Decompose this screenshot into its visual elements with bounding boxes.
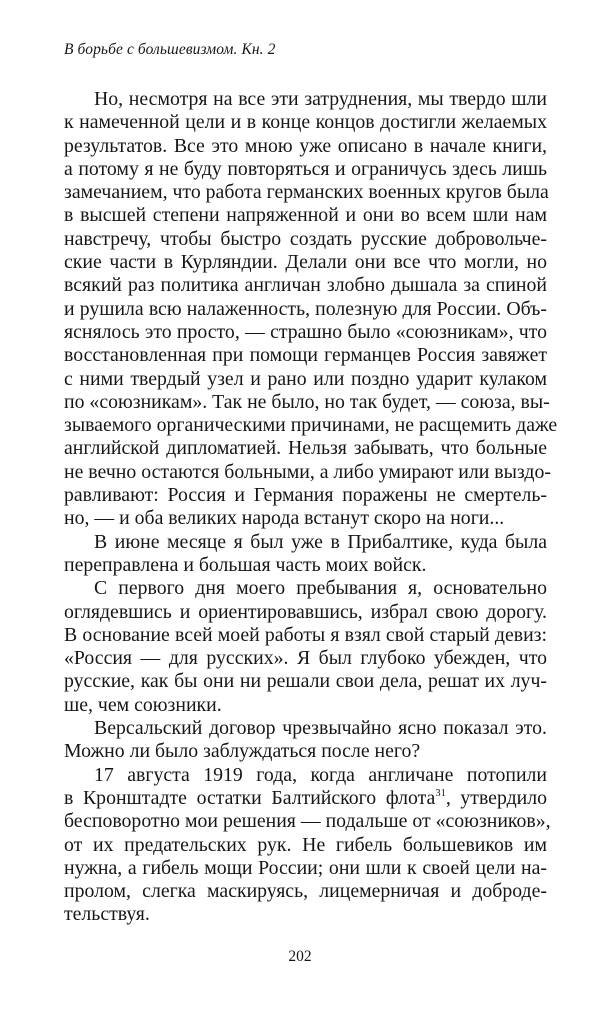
body-text [64, 88, 558, 927]
text-line: и рушила всю налаженность, полезную для России. Объ- [64, 297, 547, 320]
text-line: зываемого органическими причинами, не расщемить даже [64, 414, 558, 437]
text-line-with-footnote [64, 787, 547, 810]
text-line: оглядевшись и ориентировавшись, избрал свою дорогу. [64, 600, 547, 623]
text-line: С первого дня моего пребывания я, основательно [94, 577, 547, 600]
text-line: «Россия — для русских». Я был глубоко убежден, что [64, 647, 547, 670]
page-number: 202 [288, 948, 312, 965]
paragraph [64, 763, 551, 927]
text-line: с ними твердый узел и рано или поздно ударит кулаком [64, 367, 547, 390]
text-line: переправлена и большая часть моих войск. [64, 553, 427, 576]
paragraph [64, 531, 547, 578]
text-line: результатов. Все это мною уже описано в начале книги, [64, 134, 547, 157]
text-span: , утвердило [445, 786, 547, 809]
text-line: яснялось это просто, — страшно было «союзникам», что [64, 320, 547, 343]
text-line: 17 августа 1919 года, когда англичане потопили [94, 763, 547, 786]
footnote-marker[interactable]: 31 [435, 787, 446, 799]
text-line: замечанием, что работа германских военных кругов была [64, 181, 549, 204]
text-line: ше, чем союзники. [64, 693, 222, 716]
paragraph [64, 717, 547, 764]
text-line: В основание всей моей работы я взял свой старый девиз: [64, 623, 547, 646]
text-line: русские, как бы они ни решали свои дела, решат их луч- [64, 670, 547, 693]
paragraph [64, 88, 558, 531]
text-line: восстановленная при помощи германцев Россия завяжет [64, 344, 547, 367]
text-line: ские части в Курляндии. Делали они все что могли, но [64, 251, 547, 274]
text-line: в высшей степени напряженной и они во всем шли нам [64, 204, 547, 227]
text-line: Можно ли было заблуждаться после него? [64, 740, 421, 763]
text-line: всякий раз политика англичан злобно дышала за спиной [64, 274, 547, 297]
text-line: от их предательских рук. Не гибель большевиков им [64, 833, 547, 856]
text-line: нужна, а гибель мощи России; они шли к своей цели на- [64, 856, 547, 879]
text-line: В июне месяце я был уже в Прибалтике, куда была [94, 530, 547, 553]
running-head: В борьбе с большевизмом. Кн. 2 [64, 41, 276, 58]
text-span: в Кронштадте остатки Балтийского флота [64, 786, 436, 809]
text-line: к намеченной цели и в конце концов достигли желаемых [64, 111, 547, 134]
text-line: Версальский договор чрезвычайно ясно показал это. [94, 717, 547, 740]
text-line: тельствуя. [64, 903, 150, 926]
text-line: но, — и оба великих народа встанут скоро на ноги... [64, 507, 505, 530]
text-line: бесповоротно мои решения — подальше от «союзников», [64, 810, 551, 833]
paragraph [64, 577, 547, 717]
text-line: Но, несмотря на все эти затруднения, мы твердо шли [94, 88, 547, 110]
text-line: не вечно остаются больными, а либо умирают или выздо- [64, 460, 551, 483]
text-line: английской дипломатией. Нельзя забывать, что больные [64, 437, 547, 460]
text-line: равливают: Россия и Германия поражены не смертель- [64, 484, 547, 507]
text-line: а потому я не буду повторяться и ограничусь здесь лишь [64, 157, 547, 180]
text-line: по «союзникам». Так не было, но так будет, — союза, вы- [64, 390, 550, 413]
text-line: навстречу, чтобы быстро создать русские добровольче- [64, 227, 547, 250]
text-line: пролом, слегка маскируясь, лицемерничая и доброде- [64, 880, 547, 903]
